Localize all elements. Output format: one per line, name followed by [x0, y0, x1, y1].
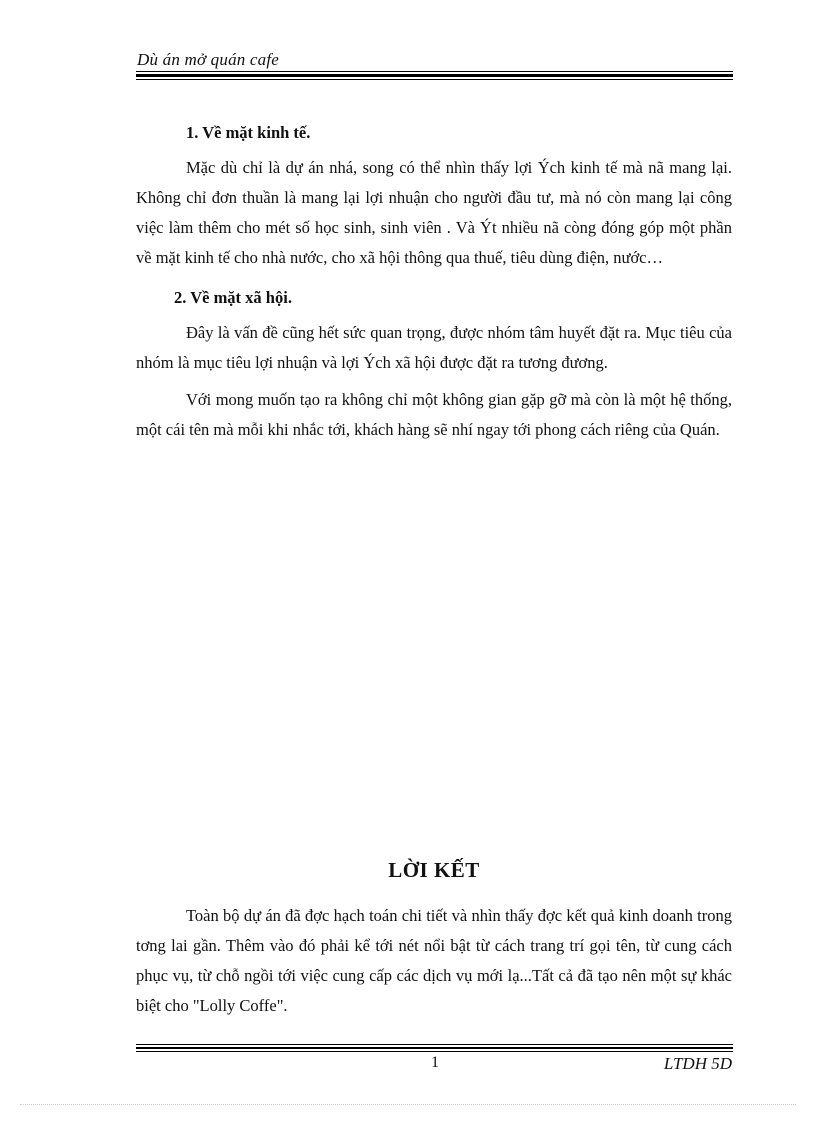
closing-title: LỜI KẾT: [388, 858, 480, 882]
header-rule-thin-top: [136, 71, 733, 72]
page-bottom-dotted-edge: [20, 1104, 796, 1105]
section-heading-social: 2. Về mặt xã hội.: [174, 288, 292, 307]
footer-rule-thin-bottom: [136, 1051, 733, 1052]
header-rule-thin-bottom: [136, 79, 733, 80]
paragraph-economic: Mặc dù chỉ là dự án nhá, song có thể nhìn thấy lợi Ých kinh tế mà nã mang lại. Không chỉ đơn thuần là mang lại lợi nhuận cho người đầu tư, mà nó còn mang lại công việc làm thêm cho mét số học sinh, sinh viên . Và Ýt nhiều nã còng đóng góp một phần về mặt kinh tế cho nhà nước, cho xã hội thông qua thuế, tiêu dùng điện, nước…: [136, 158, 732, 267]
page-number: 1: [431, 1054, 439, 1071]
closing-paragraph: Toàn bộ dự án đã đợc hạch toán chi tiết và nhìn thấy đợc kết quả kinh doanh trong tơng lai gần. Thêm vào đó phải kể tới nét nổi bật từ cách trang trí gọi tên, từ cung cách phục vụ, từ chỗ ngồi tới việc cung cấp các dịch vụ mới lạ...Tất cả đã tạo nên một sự khác biệt cho "Lolly Coffe".: [136, 906, 732, 1015]
body-content: [136, 108, 732, 452]
footer-rule-thick: [136, 1047, 733, 1049]
paragraph-social-1: Đây là vấn đề cũng hết sức quan trọng, được nhóm tâm huyết đặt ra. Mục tiêu của nhóm là mục tiêu lợi nhuận và lợi Ých xã hội được đặt ra tương đương.: [136, 323, 732, 372]
header-title: Dù án mở quán cafe: [137, 50, 280, 69]
footer-rule-thin-top: [136, 1044, 733, 1045]
footer-label: LTDH 5D: [663, 1054, 732, 1073]
header-rule-thick: [136, 74, 733, 77]
paragraph-social-2: Với mong muốn tạo ra không chỉ một không gian gặp gỡ mà còn là một hệ thống, một cái tên mà mỗi khi nhắc tới, khách hàng sẽ nhí ngay tới phong cách riêng của Quán.: [136, 390, 732, 439]
section-heading-economic: 1. Về mặt kinh tế.: [186, 123, 311, 142]
